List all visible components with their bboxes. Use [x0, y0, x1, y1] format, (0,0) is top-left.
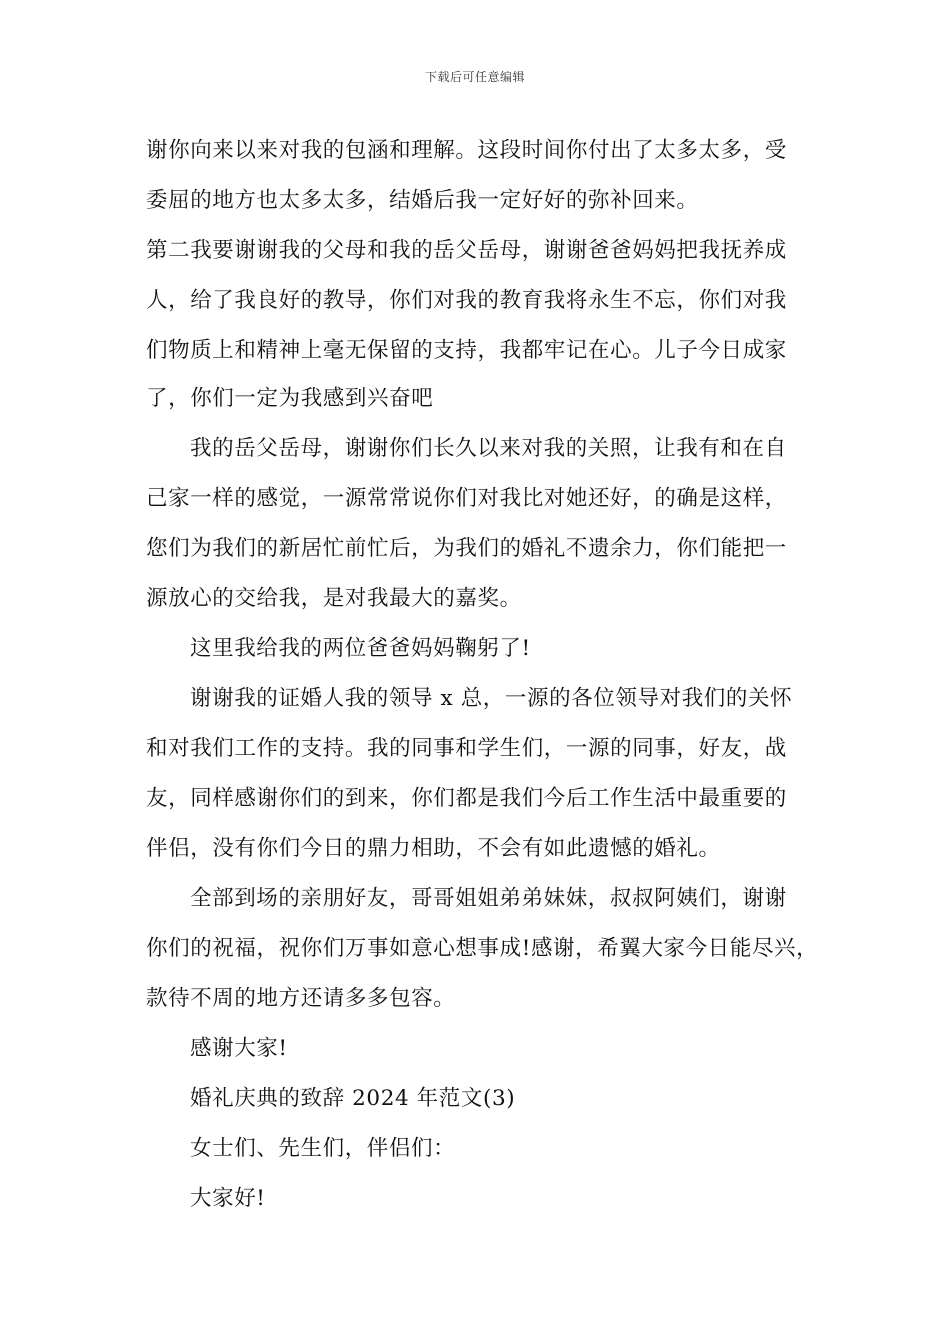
paragraph-line: 女士们、先生们，伴侣们： [190, 1136, 456, 1161]
paragraph-line: 我的岳父岳母，谢谢你们长久以来对我的关照，让我有和在自 [190, 436, 787, 461]
paragraph-line: 你们的祝福，祝你们万事如意心想事成!感谢，希翼大家今日能尽兴， [146, 936, 819, 961]
paragraph-line: 全部到场的亲朋好友，哥哥姐姐弟弟妹妹，叔叔阿姨们，谢谢 [190, 886, 787, 911]
section-title: 婚礼庆典的致辞 2024 年范文(3) [190, 1086, 516, 1111]
paragraph-line: 第二我要谢谢我的父母和我的岳父岳母，谢谢爸爸妈妈把我抚养成 [146, 238, 787, 263]
paragraph-line: 委屈的地方也太多太多，结婚后我一定好好的弥补回来。 [146, 188, 699, 213]
paragraph-line: 谢谢我的证婚人我的领导 x 总，一源的各位领导对我们的关怀 [190, 686, 793, 711]
page-header: 下载后可任意编辑 [424, 70, 525, 84]
paragraph-line: 这里我给我的两位爸爸妈妈鞠躬了! [190, 636, 531, 661]
paragraph-line: 友，同样感谢你们的到来，你们都是我们今后工作生活中最重要的 [146, 786, 787, 811]
paragraph-line: 感谢大家! [190, 1036, 288, 1061]
paragraph-line: 人，给了我良好的教导，你们对我的教育我将永生不忘，你们对我 [146, 288, 787, 313]
paragraph-line: 们物质上和精神上毫无保留的支持，我都牢记在心。儿子今日成家 [146, 338, 787, 363]
paragraph-line: 谢你向来以来对我的包涵和理解。这段时间你付出了太多太多，受 [146, 138, 787, 163]
paragraph-line: 了，你们一定为我感到兴奋吧 [146, 386, 434, 411]
paragraph-line: 源放心的交给我，是对我最大的嘉奖。 [146, 586, 522, 611]
paragraph-line: 款待不周的地方还请多多包容。 [146, 986, 456, 1011]
paragraph-line: 您们为我们的新居忙前忙后，为我们的婚礼不遗余力，你们能把一 [146, 536, 787, 561]
paragraph-line: 伴侣，没有你们今日的鼎力相助，不会有如此遗憾的婚礼。 [146, 836, 721, 861]
paragraph-line: 大家好! [190, 1186, 266, 1211]
paragraph-line: 和对我们工作的支持。我的同事和学生们，一源的同事，好友，战 [146, 736, 787, 761]
paragraph-line: 己家一样的感觉，一源常常说你们对我比对她还好，的确是这样， [146, 486, 787, 511]
